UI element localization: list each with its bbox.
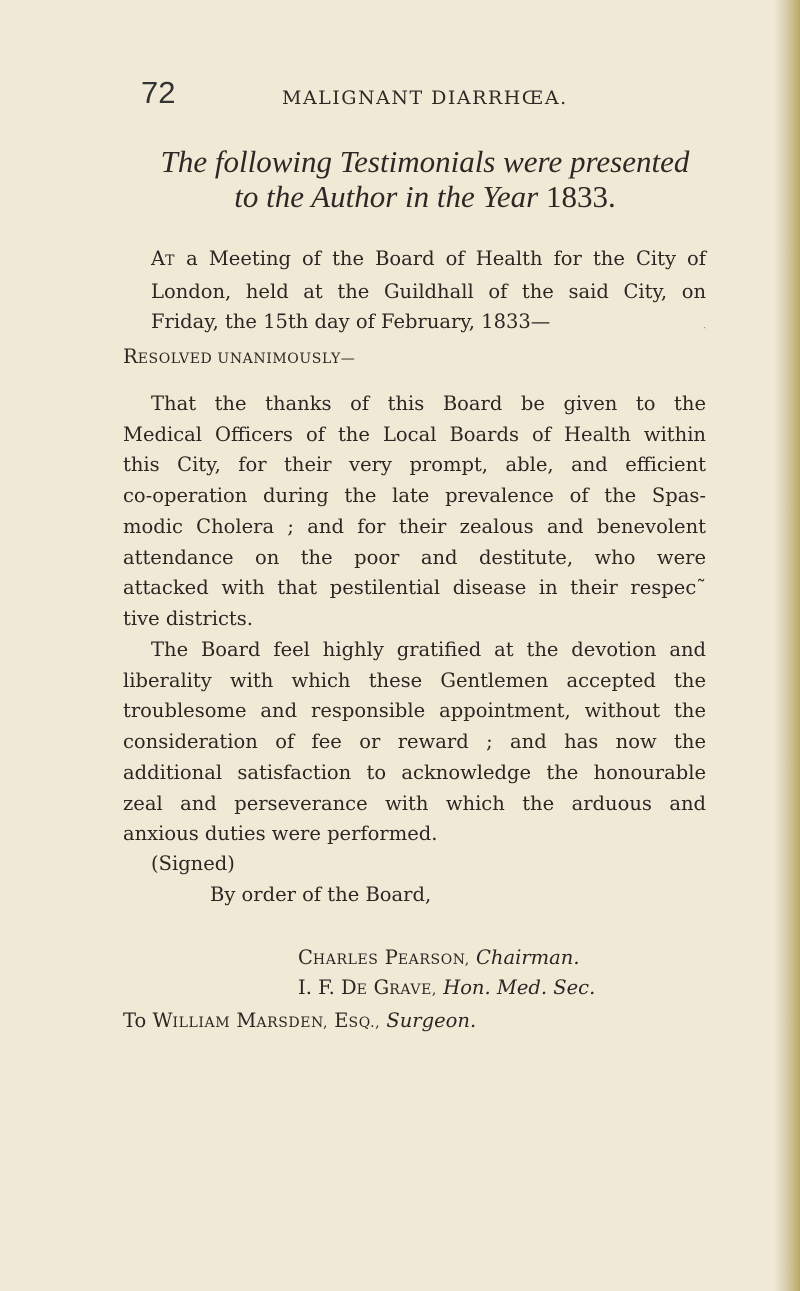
p1-line: co-operation during the late prevalence of the Spas- <box>123 484 706 508</box>
title-year: 1833. <box>546 179 616 214</box>
signer1-initial-2: P <box>384 946 398 969</box>
intro-line-1-text: a Meeting of the Board of Health for the City of <box>175 247 706 270</box>
signer1-title: Chairman. <box>475 946 580 969</box>
resolution-paragraph-2 <box>123 635 706 850</box>
p1-line: That the thanks of this Board be given to the <box>151 392 706 415</box>
p2-line: additional satisfaction to acknowledge the honourable <box>123 760 706 784</box>
p2-line: zeal and perseverance with which the arduous and <box>123 791 706 815</box>
title-line-1: The following Testimonials were presented <box>160 144 690 179</box>
title-line-2-text: to the Author in the Year <box>234 179 539 214</box>
signer2-prefix: I. F. <box>298 976 335 999</box>
signer1-rest-2: EARSON, <box>397 952 470 968</box>
signer2-initial-1: D <box>341 976 357 999</box>
signer2-rest-2: RAVE, <box>389 982 437 998</box>
signer2-title: Hon. Med. Sec. <box>443 976 596 999</box>
p2-line: liberality with which these Gentlemen accepted the <box>123 668 706 692</box>
addressee-line <box>123 1006 476 1038</box>
resolution-paragraph-1 <box>123 389 706 635</box>
meeting-intro <box>123 244 706 338</box>
resolved-heading <box>123 342 355 374</box>
page-header <box>0 76 800 116</box>
signer2-initial-2: G <box>373 976 390 999</box>
p2-line: anxious duties were performed. <box>123 822 438 846</box>
by-order-line: By order of the Board, <box>210 883 432 906</box>
signer-chairman <box>298 943 580 975</box>
addressee-initial-2: M <box>236 1009 257 1032</box>
section-title <box>125 144 725 214</box>
resolved-rest: ESOLVED UNANIMOUSLY— <box>137 351 356 367</box>
p1-line: tive districts. <box>123 606 253 630</box>
p2-line: The Board feel highly gratified at the devotion and <box>151 638 706 661</box>
intro-line-2: London, held at the Guildhall of the said City, on <box>151 279 706 303</box>
title-line-2 <box>125 179 725 214</box>
p1-line: attendance on the poor and destitute, who were <box>123 545 706 569</box>
addressee-initial-3: E <box>334 1009 349 1032</box>
intro-line-1 <box>123 244 706 277</box>
intro-initial: A <box>151 247 166 270</box>
p1-line: Medical Officers of the Local Boards of Health within <box>123 422 706 446</box>
signer-secretary <box>298 973 595 1005</box>
intro-line-3: Friday, the 15th day of February, 1833— <box>151 310 551 334</box>
p1-line: this City, for their very prompt, able, and efficient <box>123 453 706 477</box>
signer1-rest-1: HARLES <box>312 952 379 968</box>
intro-initial-rest: T <box>165 253 176 269</box>
page-edge-shadow <box>774 0 800 1291</box>
resolved-initial: R <box>123 345 138 368</box>
addressee-rest-1: ILLIAM <box>172 1015 231 1031</box>
p2-line: troublesome and responsible appointment, without the <box>123 699 706 723</box>
stray-ink-mark: ˎ <box>703 318 707 329</box>
addressee-role: Surgeon. <box>386 1009 477 1032</box>
p2-line: consideration of fee or reward ; and has now the <box>123 730 706 754</box>
signer1-initial-1: C <box>298 946 313 969</box>
addressee-rest-2: ARSDEN, <box>256 1015 329 1031</box>
addressee-to: To <box>123 1009 147 1032</box>
addressee-initial-1: W <box>152 1009 173 1032</box>
p1-line: modic Cholera ; and for their zealous and benevolent <box>123 514 706 538</box>
page-number: 72 <box>141 75 176 110</box>
signed-label: (Signed) <box>151 852 235 875</box>
p1-line: attacked with that pestilential disease in their respec˜ <box>123 576 706 600</box>
running-head: MALIGNANT DIARRHŒA. <box>282 87 568 109</box>
signer2-rest-1: E <box>356 982 368 998</box>
addressee-rest-3: SQ., <box>348 1015 381 1031</box>
